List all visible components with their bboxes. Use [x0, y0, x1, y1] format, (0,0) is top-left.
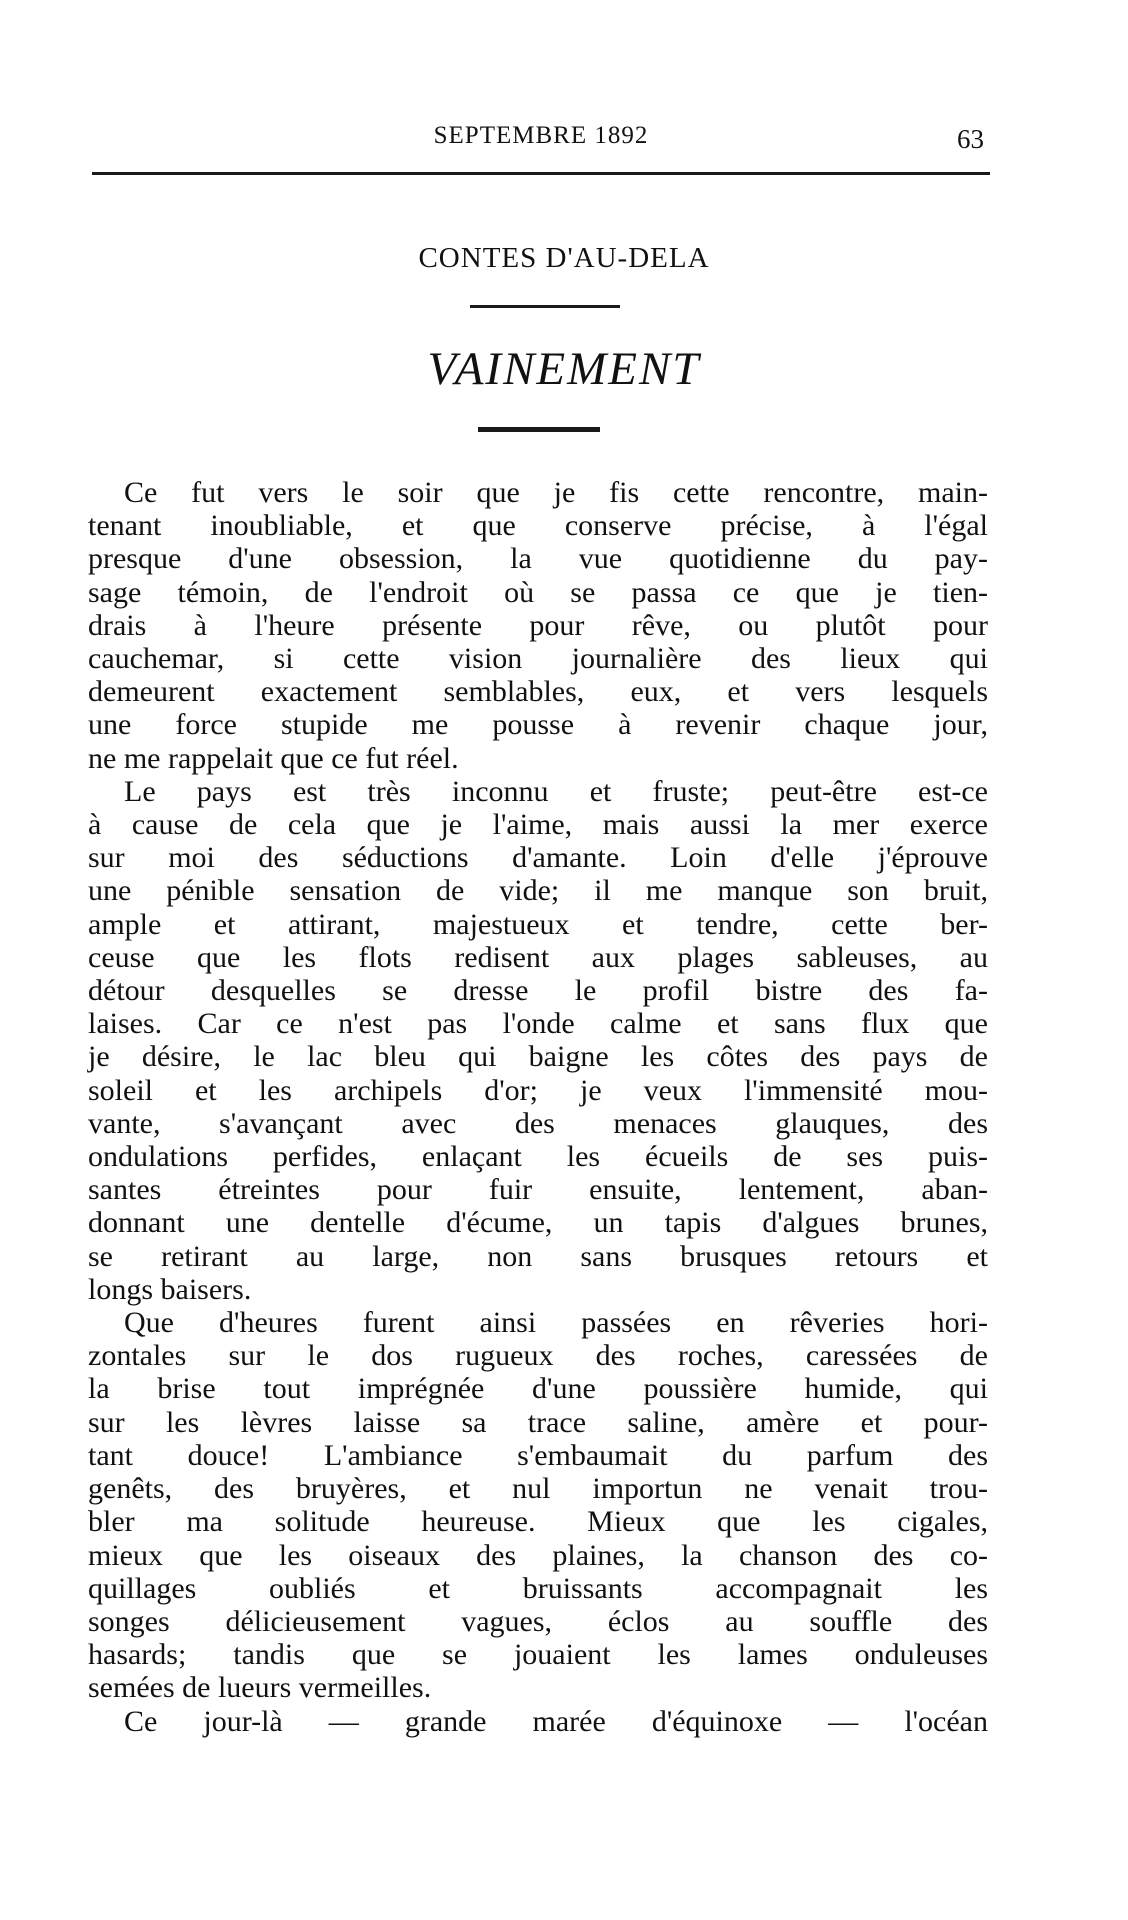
- text-line: donnant une dentelle d'écume, un tapis d'algues brunes,: [88, 1206, 988, 1240]
- text-line: mieux que les oiseaux des plaines, la chanson des co-: [88, 1538, 988, 1572]
- title-rule-top: [470, 305, 620, 308]
- text-line: zontales sur le dos rugueux des roches, caressées de: [88, 1339, 988, 1373]
- text-line: Ce jour-là — grande marée d'équinoxe — l'océan: [124, 1704, 988, 1738]
- text-line: détour desquelles se dresse le profil bistre des fa-: [88, 974, 988, 1008]
- text-line: une force stupide me pousse à revenir chaque jour,: [88, 708, 988, 742]
- text-line: Que d'heures furent ainsi passées en rêveries hori-: [124, 1306, 988, 1340]
- text-line: vante, s'avançant avec des menaces glauques, des: [88, 1106, 988, 1140]
- running-head: [92, 118, 990, 158]
- text-line: cauchemar, si cette vision journalière des lieux qui: [88, 642, 988, 676]
- text-line: sage témoin, de l'endroit où se passa ce que je tien-: [88, 575, 988, 609]
- text-line: quillages oubliés et bruissants accompagnait les: [88, 1571, 988, 1605]
- story-title: VAINEMENT: [427, 343, 701, 395]
- text-line: genêts, des bruyères, et nul importun ne venait trou-: [88, 1472, 988, 1506]
- page-number: 63: [957, 124, 984, 154]
- text-line: la brise tout imprégnée d'une poussière humide, qui: [88, 1372, 988, 1406]
- text-line: demeurent exactement semblables, eux, et vers lesquels: [88, 675, 988, 709]
- text-line: à cause de cela que je l'aime, mais aussi la mer exerce: [88, 808, 988, 842]
- body-text: [88, 476, 988, 1738]
- text-line: songes délicieusement vagues, éclos au souffle des: [88, 1604, 988, 1638]
- text-line: soleil et les archipels d'or; je veux l'immensité mou-: [88, 1073, 988, 1107]
- text-line: sur moi des séductions d'amante. Loin d'elle j'éprouve: [88, 841, 988, 875]
- text-line: presque d'une obsession, la vue quotidienne du pay-: [88, 542, 988, 576]
- text-line: ceuse que les flots redisent aux plages sableuses, au: [88, 940, 988, 974]
- text-line: longs baisers.: [88, 1272, 252, 1306]
- text-line: tenant inoubliable, et que conserve précise, à l'égal: [88, 509, 988, 543]
- text-line: hasards; tandis que se jouaient les lames onduleuses: [88, 1638, 988, 1672]
- text-line: santes étreintes pour fuir ensuite, lentement, aban-: [88, 1173, 988, 1207]
- text-line: je désire, le lac bleu qui baigne les côtes des pays de: [88, 1040, 988, 1074]
- header-rule: [92, 172, 990, 175]
- text-line: ample et attirant, majestueux et tendre, cette ber-: [88, 907, 988, 941]
- running-title: SEPTEMBRE 1892: [433, 122, 649, 149]
- paragraph: [88, 1306, 988, 1704]
- paragraph: [88, 476, 988, 775]
- text-line: une pénible sensation de vide; il me manque son bruit,: [88, 874, 988, 908]
- text-line: laises. Car ce n'est pas l'onde calme et sans flux que: [88, 1007, 988, 1041]
- text-line: tant douce! L'ambiance s'embaumait du parfum des: [88, 1438, 988, 1472]
- text-line: Ce fut vers le soir que je fis cette rencontre, main-: [124, 476, 988, 509]
- text-line: bler ma solitude heureuse. Mieux que les cigales,: [88, 1505, 988, 1539]
- title-rule-bottom: [478, 427, 600, 432]
- text-line: semées de lueurs vermeilles.: [88, 1671, 432, 1705]
- series-title: CONTES D'AU-DELA: [418, 242, 710, 274]
- text-line: sur les lèvres laisse sa trace saline, amère et pour-: [88, 1405, 988, 1439]
- text-line: Le pays est très inconnu et fruste; peut-être est-ce: [124, 774, 988, 808]
- text-line: se retirant au large, non sans brusques retours et: [88, 1239, 988, 1273]
- text-line: drais à l'heure présente pour rêve, ou plutôt pour: [88, 608, 988, 642]
- paragraph: [88, 775, 988, 1306]
- paragraph: [88, 1705, 988, 1738]
- text-line: ne me rappelait que ce fut réel.: [88, 741, 459, 775]
- text-line: ondulations perfides, enlaçant les écueils de ses puis-: [88, 1140, 988, 1174]
